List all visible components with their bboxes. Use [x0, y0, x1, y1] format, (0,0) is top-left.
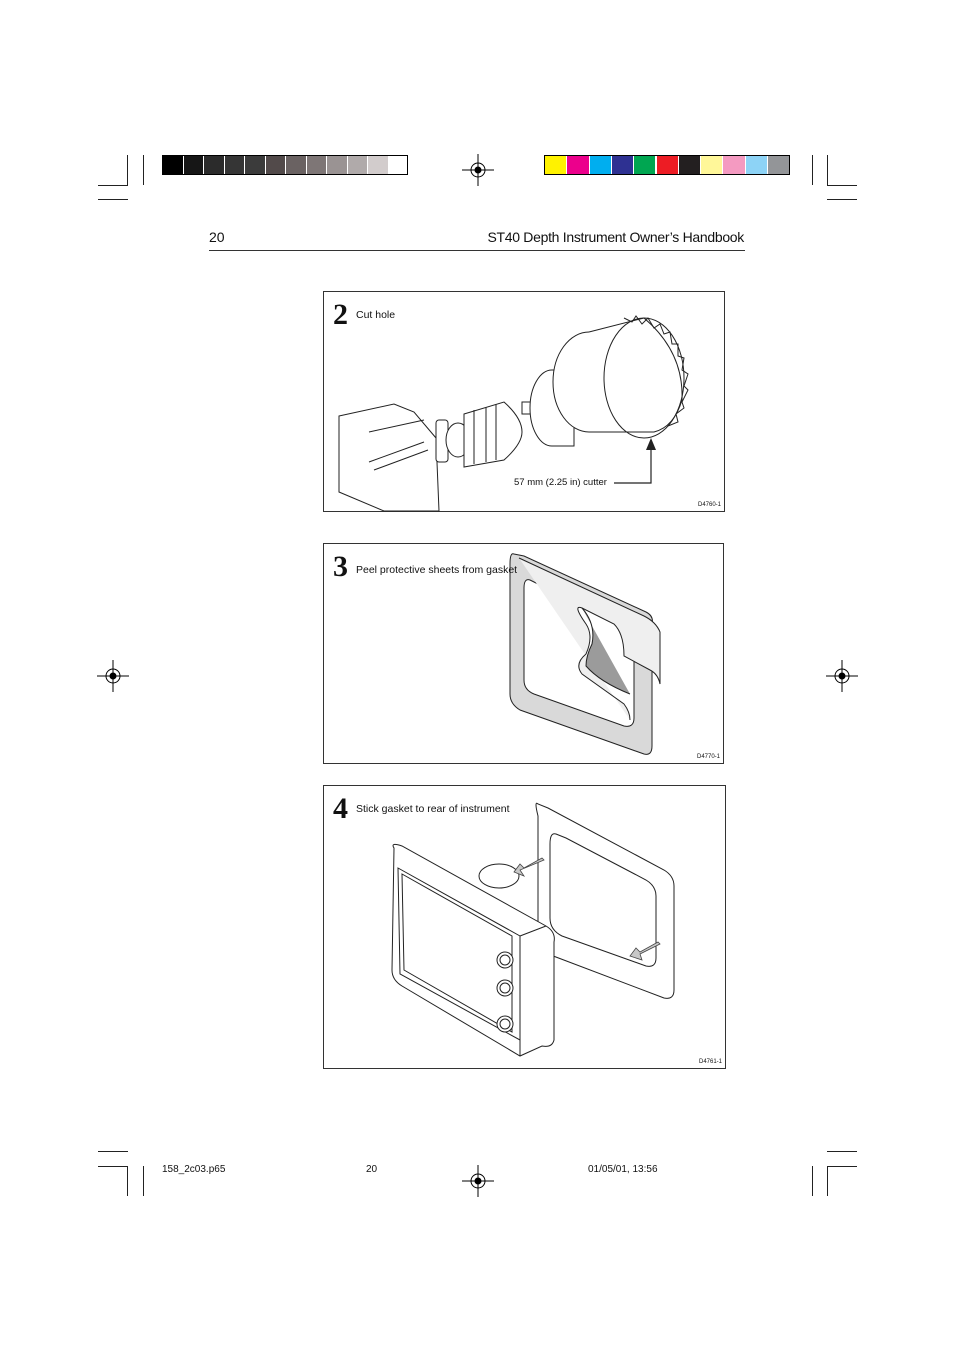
step-caption: Cut hole [356, 309, 396, 321]
instrument-rear-boss [479, 864, 519, 888]
figure-code: D4770-1 [696, 754, 720, 760]
callout-arrow [614, 447, 651, 483]
header-rule [209, 250, 745, 251]
footer-filename: 158_2c03.p65 [162, 1164, 226, 1175]
handbook-title: ST40 Depth Instrument Owner’s Handbook [487, 229, 744, 245]
step-number: 3 [333, 550, 348, 583]
footer-timestamp: 01/05/01, 13:56 [588, 1164, 658, 1175]
step-caption: Peel protective sheets from gasket [356, 564, 518, 576]
step-2-panel [323, 291, 725, 512]
figure-code: D4760-1 [697, 502, 721, 508]
chuck [464, 402, 522, 467]
step-number: 4 [333, 792, 348, 825]
registration-target-icon [462, 1165, 494, 1197]
callout-arrow-head [646, 438, 656, 450]
hole-saw-cutter [589, 318, 682, 432]
step-number: 2 [333, 298, 348, 331]
registration-target-icon [462, 154, 494, 186]
step-4-panel [323, 785, 726, 1069]
registration-target-icon [97, 660, 129, 692]
step-caption: Stick gasket to rear of instrument [356, 803, 510, 815]
cutter-callout-label: 57 mm (2.25 in) cutter [514, 477, 607, 488]
gasket-peel-illustration [324, 544, 723, 763]
step-3-panel [323, 543, 724, 764]
footer-page: 20 [366, 1164, 378, 1175]
gasket-stick-illustration [324, 786, 725, 1068]
figure-code: D4761-1 [698, 1059, 722, 1065]
page-number: 20 [209, 229, 225, 245]
registration-target-icon [826, 660, 858, 692]
